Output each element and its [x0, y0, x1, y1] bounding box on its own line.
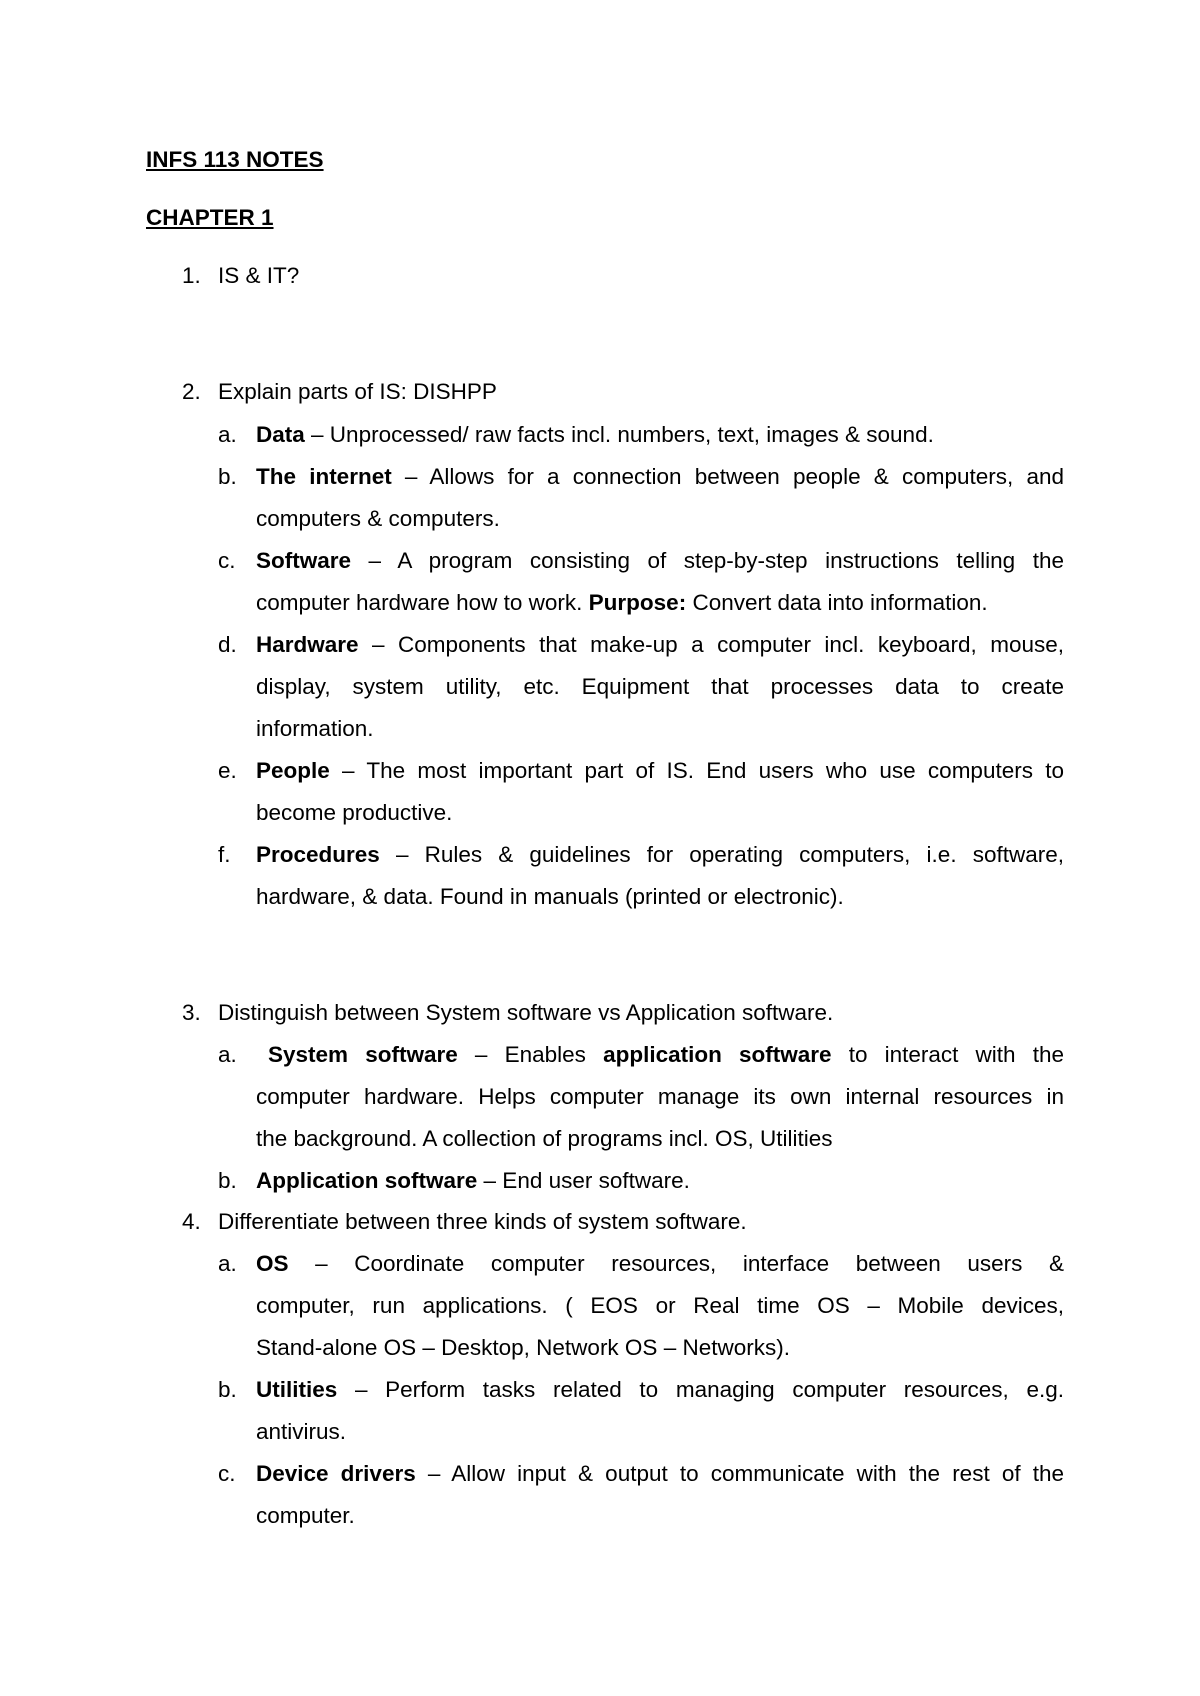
- q2-number: 2.: [182, 379, 201, 404]
- list-letter: d.: [218, 632, 237, 657]
- item-text-continued: computer, run applications. ( EOS or Real time OS – Mobile devices,: [256, 1293, 1064, 1318]
- q3-text: Distinguish between System software vs Application software.: [218, 1000, 834, 1025]
- list-letter: c.: [218, 548, 236, 573]
- list-letter: f.: [218, 842, 231, 867]
- list-letter: a.: [218, 1251, 237, 1276]
- list-item: [256, 1459, 1064, 1489]
- list-letter: c.: [218, 1461, 236, 1486]
- item-text: – Coordinate computer resources, interface between users &: [315, 1251, 1064, 1276]
- item-text-continued: computer.: [256, 1503, 355, 1528]
- item-text: computer hardware how to work.: [256, 590, 583, 615]
- q1-text: IS & IT?: [218, 263, 300, 288]
- item-text: – Allows for a connection between people & computers, and: [404, 464, 1064, 489]
- q4-number: 4.: [182, 1209, 201, 1234]
- q4-text: Differentiate between three kinds of system software.: [218, 1209, 747, 1234]
- list-letter: a.: [218, 422, 237, 447]
- list-item: [256, 462, 1064, 492]
- item-text-continued: become productive.: [256, 800, 453, 825]
- item-text-continued: display, system utility, etc. Equipment that processes data to create: [256, 674, 1064, 699]
- term-label: Device drivers: [256, 1461, 416, 1486]
- list-item: [256, 420, 934, 450]
- item-text-continued: computers & computers.: [256, 506, 500, 531]
- item-text-continued: antivirus.: [256, 1419, 347, 1444]
- item-text: to interact with the: [848, 1042, 1064, 1067]
- term-label: The internet: [256, 464, 392, 489]
- course-title: INFS 113 NOTES: [146, 147, 324, 172]
- term-label: Software: [256, 548, 352, 573]
- purpose-label: Purpose:: [588, 590, 687, 615]
- list-letter: a.: [218, 1042, 237, 1067]
- list-letter: e.: [218, 758, 237, 783]
- item-text: – Enables: [474, 1042, 586, 1067]
- list-letter: b.: [218, 1168, 237, 1193]
- list-letter: b.: [218, 464, 237, 489]
- q3-number: 3.: [182, 1000, 201, 1025]
- item-text: – Rules & guidelines for operating computers, i.e. software,: [395, 842, 1064, 867]
- term-label: Data: [256, 422, 305, 447]
- term-label: OS: [256, 1251, 289, 1276]
- term-label: Hardware: [256, 632, 359, 657]
- chapter-title: CHAPTER 1: [146, 205, 274, 230]
- list-letter: b.: [218, 1377, 237, 1402]
- list-item: [256, 1375, 1064, 1405]
- item-text: – The most important part of IS. End users who use computers to: [342, 758, 1064, 783]
- purpose-text: Convert data into information.: [692, 590, 988, 615]
- term-label: System software: [268, 1042, 458, 1067]
- term-label: Application software: [256, 1168, 478, 1193]
- list-item: [256, 756, 1064, 786]
- item-text-continued: hardware, & data. Found in manuals (printed or electronic).: [256, 884, 844, 909]
- item-text-continued: the background. A collection of programs incl. OS, Utilities: [256, 1126, 833, 1151]
- item-text: – Components that make-up a computer incl. keyboard, mouse,: [372, 632, 1064, 657]
- term-label: Procedures: [256, 842, 380, 867]
- item-text-continued: [256, 588, 988, 618]
- item-text: – Allow input & output to communicate with the rest of the: [427, 1461, 1064, 1486]
- list-item: [256, 840, 1064, 870]
- item-text-continued: computer hardware. Helps computer manage its own internal resources in: [256, 1084, 1064, 1109]
- list-item: [268, 1040, 1064, 1070]
- q2-text: Explain parts of IS: DISHPP: [218, 379, 497, 404]
- term-label: application software: [603, 1042, 832, 1067]
- item-text: – End user software.: [483, 1168, 690, 1193]
- list-item: [256, 1249, 1064, 1279]
- item-text: – Unprocessed/ raw facts incl. numbers, text, images & sound.: [311, 422, 934, 447]
- list-item: [256, 630, 1064, 660]
- item-text-continued: information.: [256, 716, 374, 741]
- term-label: Utilities: [256, 1377, 338, 1402]
- q1-number: 1.: [182, 263, 201, 288]
- list-item: [256, 1166, 690, 1196]
- term-label: People: [256, 758, 330, 783]
- item-text: – A program consisting of step-by-step instructions telling the: [368, 548, 1064, 573]
- list-item: [256, 546, 1064, 576]
- item-text: – Perform tasks related to managing computer resources, e.g.: [354, 1377, 1064, 1402]
- item-text-continued: Stand-alone OS – Desktop, Network OS – Networks).: [256, 1335, 790, 1360]
